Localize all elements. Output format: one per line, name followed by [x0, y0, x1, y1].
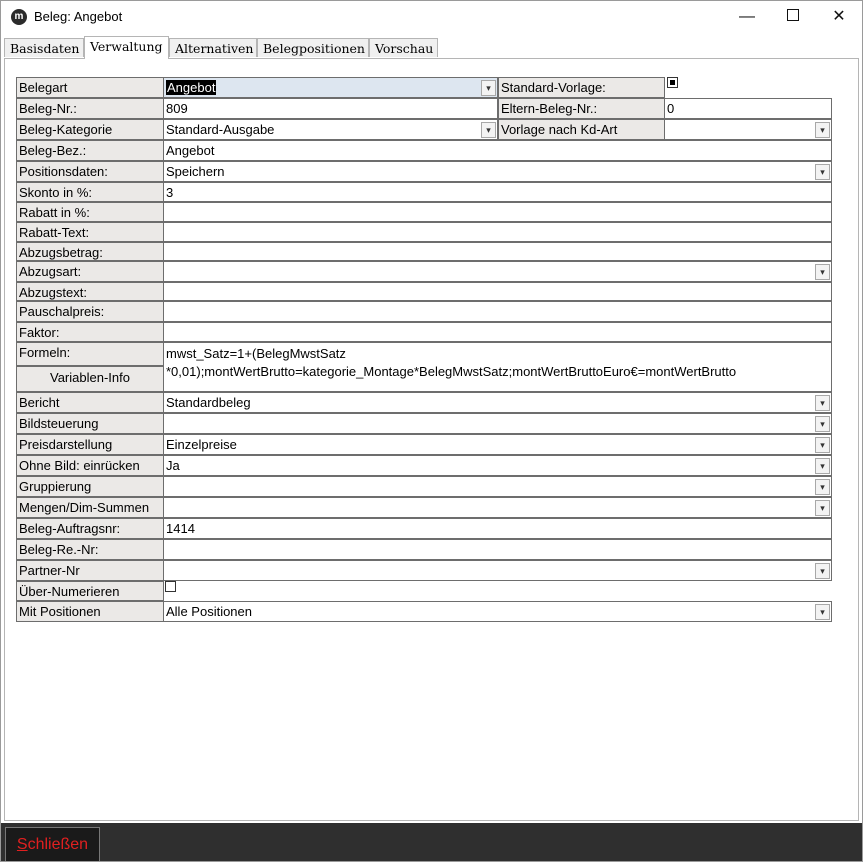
preisdarstellung-value: Einzelpreise [166, 437, 237, 452]
pauschalpreis-input[interactable] [164, 301, 832, 322]
preisdarstellung-select[interactable] [164, 434, 832, 455]
maximize-button[interactable] [770, 1, 816, 33]
row-faktor [16, 322, 832, 342]
schliessen-button[interactable] [5, 827, 100, 862]
row-abzugstext [16, 282, 832, 301]
tab-belegpositionen[interactable]: Belegpositionen [257, 38, 369, 57]
chevron-down-icon[interactable]: ▾ [815, 479, 830, 495]
row-preisdarstellung [16, 434, 832, 455]
bildsteuerung-select[interactable] [164, 413, 832, 434]
maximize-icon [787, 9, 799, 21]
abzugstext-input[interactable] [164, 282, 832, 301]
standard-vorlage-label: Standard-Vorlage: [498, 77, 665, 98]
abzugsbetrag-input[interactable] [164, 242, 832, 261]
skonto-label: Skonto in %: [16, 182, 164, 202]
eltern-beleg-nr-input[interactable]: 0 [665, 98, 832, 119]
close-icon: ✕ [832, 8, 846, 25]
tab-verwaltung[interactable]: Verwaltung [84, 36, 169, 59]
rabatt-text-label: Rabatt-Text: [16, 222, 164, 242]
mit-positionen-value: Alle Positionen [166, 604, 252, 619]
mengen-dim-label: Mengen/Dim-Summen [16, 497, 164, 518]
variablen-info-button[interactable]: Variablen-Info [16, 366, 164, 392]
minimize-button[interactable] [724, 1, 770, 33]
row-rabatt-text [16, 222, 832, 242]
beleg-kategorie-label: Beleg-Kategorie [16, 119, 164, 140]
bericht-select[interactable] [164, 392, 832, 413]
positionsdaten-label: Positionsdaten: [16, 161, 164, 182]
eltern-beleg-nr-label: Eltern-Beleg-Nr.: [498, 98, 665, 119]
row-pauschalpreis [16, 301, 832, 322]
faktor-input[interactable] [164, 322, 832, 342]
row-beleg-re-nr [16, 539, 832, 560]
vorlage-kd-art-select[interactable] [665, 119, 832, 140]
title-bar[interactable] [1, 1, 862, 33]
beleg-nr-input[interactable]: 809 [164, 98, 498, 119]
partner-nr-label: Partner-Nr [16, 560, 164, 581]
rabatt-text-input[interactable] [164, 222, 832, 242]
chevron-down-icon[interactable]: ▾ [815, 164, 830, 180]
row-mengen-dim [16, 497, 832, 518]
row-skonto [16, 182, 832, 202]
schliessen-accesskey: S [16, 836, 28, 853]
footer-bar [1, 823, 862, 861]
schliessen-label: chließen [27, 836, 89, 853]
chevron-down-icon[interactable]: ▾ [815, 437, 830, 453]
chevron-down-icon[interactable]: ▾ [815, 563, 830, 579]
row-abzugsbetrag [16, 242, 832, 261]
row-beleg-nr [16, 98, 832, 119]
row-beleg-auftragsnr [16, 518, 832, 539]
bericht-value: Standardbeleg [166, 395, 251, 410]
ueber-numerieren-checkbox[interactable] [165, 581, 176, 592]
beleg-auftragsnr-label: Beleg-Auftragsnr: [16, 518, 164, 539]
ohne-bild-select[interactable] [164, 455, 832, 476]
row-mit-positionen [16, 601, 832, 622]
beleg-nr-label: Beleg-Nr.: [16, 98, 164, 119]
row-bildsteuerung [16, 413, 832, 434]
row-ueber-numerieren [16, 581, 832, 601]
mit-positionen-label: Mit Positionen [16, 601, 164, 622]
window-title: Beleg: Angebot [34, 9, 123, 24]
row-gruppierung [16, 476, 832, 497]
standard-vorlage-cell [665, 77, 832, 98]
standard-vorlage-checkbox[interactable] [667, 77, 678, 88]
positionsdaten-value: Speichern [166, 164, 225, 179]
row-beleg-bez [16, 140, 832, 161]
chevron-down-icon[interactable]: ▾ [481, 80, 496, 96]
tab-alternativen[interactable]: Alternativen [169, 38, 257, 57]
positionsdaten-select[interactable] [164, 161, 832, 182]
rabatt-label: Rabatt in %: [16, 202, 164, 222]
rabatt-input[interactable] [164, 202, 832, 222]
bericht-label: Bericht [16, 392, 164, 413]
beleg-kategorie-value: Standard-Ausgabe [166, 122, 275, 137]
beleg-re-nr-label: Beleg-Re.-Nr: [16, 539, 164, 560]
partner-nr-select[interactable] [164, 560, 832, 581]
row-beleg-kategorie [16, 119, 832, 140]
belegart-select[interactable] [164, 77, 498, 98]
vorlage-kd-art-label: Vorlage nach Kd-Art [498, 119, 665, 140]
ohne-bild-value: Ja [166, 458, 180, 473]
bildsteuerung-label: Bildsteuerung [16, 413, 164, 434]
row-formeln [16, 342, 832, 392]
preisdarstellung-label: Preisdarstellung [16, 434, 164, 455]
chevron-down-icon[interactable]: ▾ [815, 416, 830, 432]
tab-vorschau[interactable]: Vorschau [369, 38, 438, 57]
chevron-down-icon[interactable]: ▾ [815, 264, 830, 280]
chevron-down-icon[interactable]: ▾ [815, 500, 830, 516]
formeln-label: Formeln: [16, 342, 164, 366]
pauschalpreis-label: Pauschalpreis: [16, 301, 164, 322]
row-positionsdaten [16, 161, 832, 182]
minimize-icon: — [739, 8, 755, 25]
beleg-bez-label: Beleg-Bez.: [16, 140, 164, 161]
row-bericht [16, 392, 832, 413]
beleg-bez-input[interactable]: Angebot [164, 140, 832, 161]
abzugsart-select[interactable] [164, 261, 832, 282]
beleg-re-nr-input[interactable] [164, 539, 832, 560]
tab-bar [4, 36, 859, 58]
chevron-down-icon[interactable]: ▾ [815, 395, 830, 411]
mengen-dim-select[interactable] [164, 497, 832, 518]
skonto-input[interactable]: 3 [164, 182, 832, 202]
m-logo-icon: m [11, 9, 27, 25]
row-ohne-bild [16, 455, 832, 476]
ueber-numerieren-label: Über-Numerieren [16, 581, 164, 601]
row-partner-nr [16, 560, 832, 581]
abzugsbetrag-label: Abzugsbetrag: [16, 242, 164, 261]
tab-basisdaten[interactable]: Basisdaten [4, 38, 84, 57]
abzugsart-label: Abzugsart: [16, 261, 164, 282]
chevron-down-icon[interactable]: ▾ [481, 122, 496, 138]
ohne-bild-label: Ohne Bild: einrücken [16, 455, 164, 476]
chevron-down-icon[interactable]: ▾ [815, 604, 830, 620]
row-rabatt [16, 202, 832, 222]
chevron-down-icon[interactable]: ▾ [815, 122, 830, 138]
abzugstext-label: Abzugstext: [16, 282, 164, 301]
row-abzugsart [16, 261, 832, 282]
formeln-textarea[interactable]: mwst_Satz=1+(BelegMwstSatz *0,01);montWertBrutto=kategorie_Montage*BelegMwstSatz;montWertBruttoEuro€=montWertBrutto [164, 342, 832, 392]
belegart-label: Belegart [16, 77, 164, 98]
gruppierung-select[interactable] [164, 476, 832, 497]
faktor-label: Faktor: [16, 322, 164, 342]
beleg-kategorie-select[interactable] [164, 119, 498, 140]
row-belegart [16, 77, 832, 98]
gruppierung-label: Gruppierung [16, 476, 164, 497]
mit-positionen-select[interactable] [164, 601, 832, 622]
chevron-down-icon[interactable]: ▾ [815, 458, 830, 474]
close-window-button[interactable] [816, 1, 862, 33]
belegart-value: Angebot [167, 80, 216, 95]
beleg-auftragsnr-input[interactable]: 1414 [164, 518, 832, 539]
